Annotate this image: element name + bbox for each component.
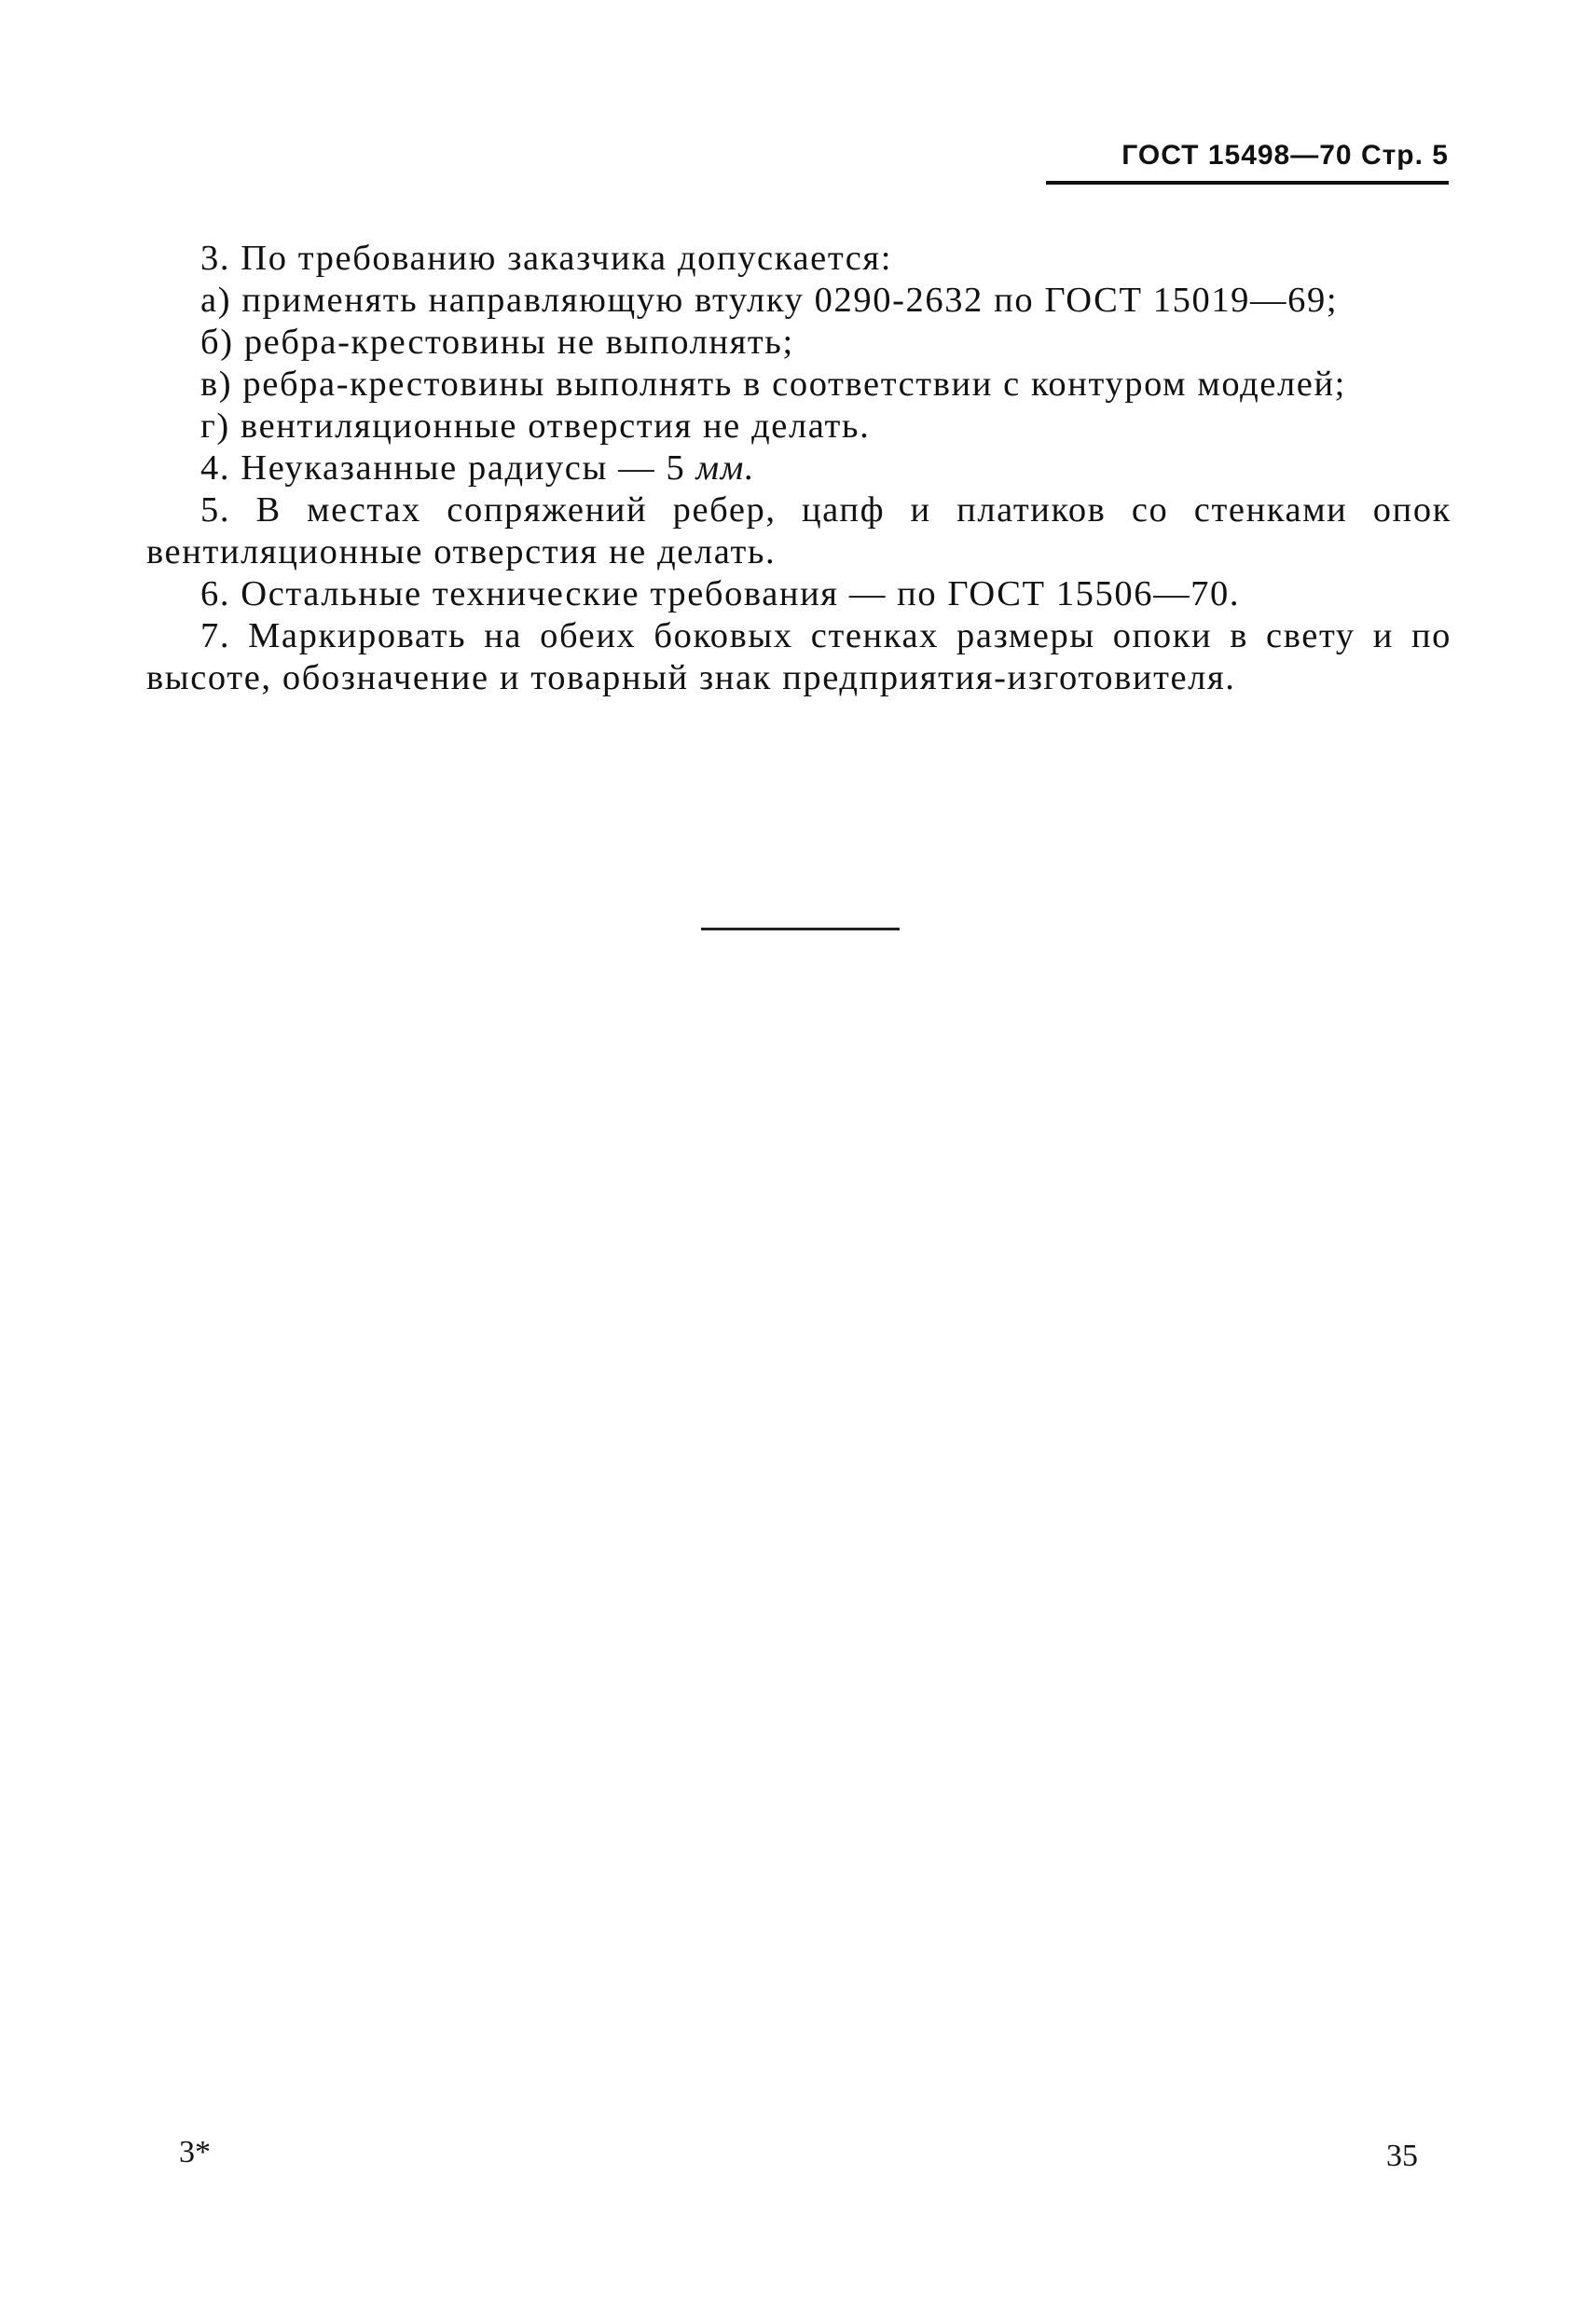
header-title: ГОСТ 15498—70 Стр. 5 (1121, 140, 1449, 171)
paragraph-6: 6. Остальные технические требования — по ГОСТ 15506—70. (200, 574, 1241, 613)
paragraph-4 (146, 447, 1452, 489)
signature-mark: 3* (179, 2135, 211, 2169)
paragraph-3g: г) вентиляционные отверстия не делать. (200, 406, 871, 446)
paragraph-3v: в) ребра-крестовины выполнять в соответствии с контуром моделей; (200, 365, 1346, 404)
paragraph-3a: а) применять направляющую втулку 0290-2632 по ГОСТ 15019—69; (200, 281, 1339, 320)
paragraph-3b: б) ребра-крестовины не выполнять; (200, 323, 794, 362)
paragraph-3: 3. По требованию заказчика допускается: (200, 239, 893, 278)
paragraph-7: 7. Маркировать на обеих боковых стенках размеры опоки в свету и по высоте, обозначение и товарный знак предприятия-изготовителя. (146, 616, 1452, 697)
paragraph-5: 5. В местах сопряжений ребер, цапф и платиков со стенками опок вентиляционные отверстия не делать. (146, 490, 1452, 571)
page-header (1039, 140, 1449, 185)
section-separator (701, 928, 900, 930)
unit-mm: мм. (695, 448, 756, 488)
header-rule (1046, 181, 1449, 185)
paragraph-4-text: 4. Неуказанные радиусы — 5 (200, 448, 686, 488)
document-body (146, 238, 1452, 699)
page-number: 35 (1386, 2139, 1418, 2173)
